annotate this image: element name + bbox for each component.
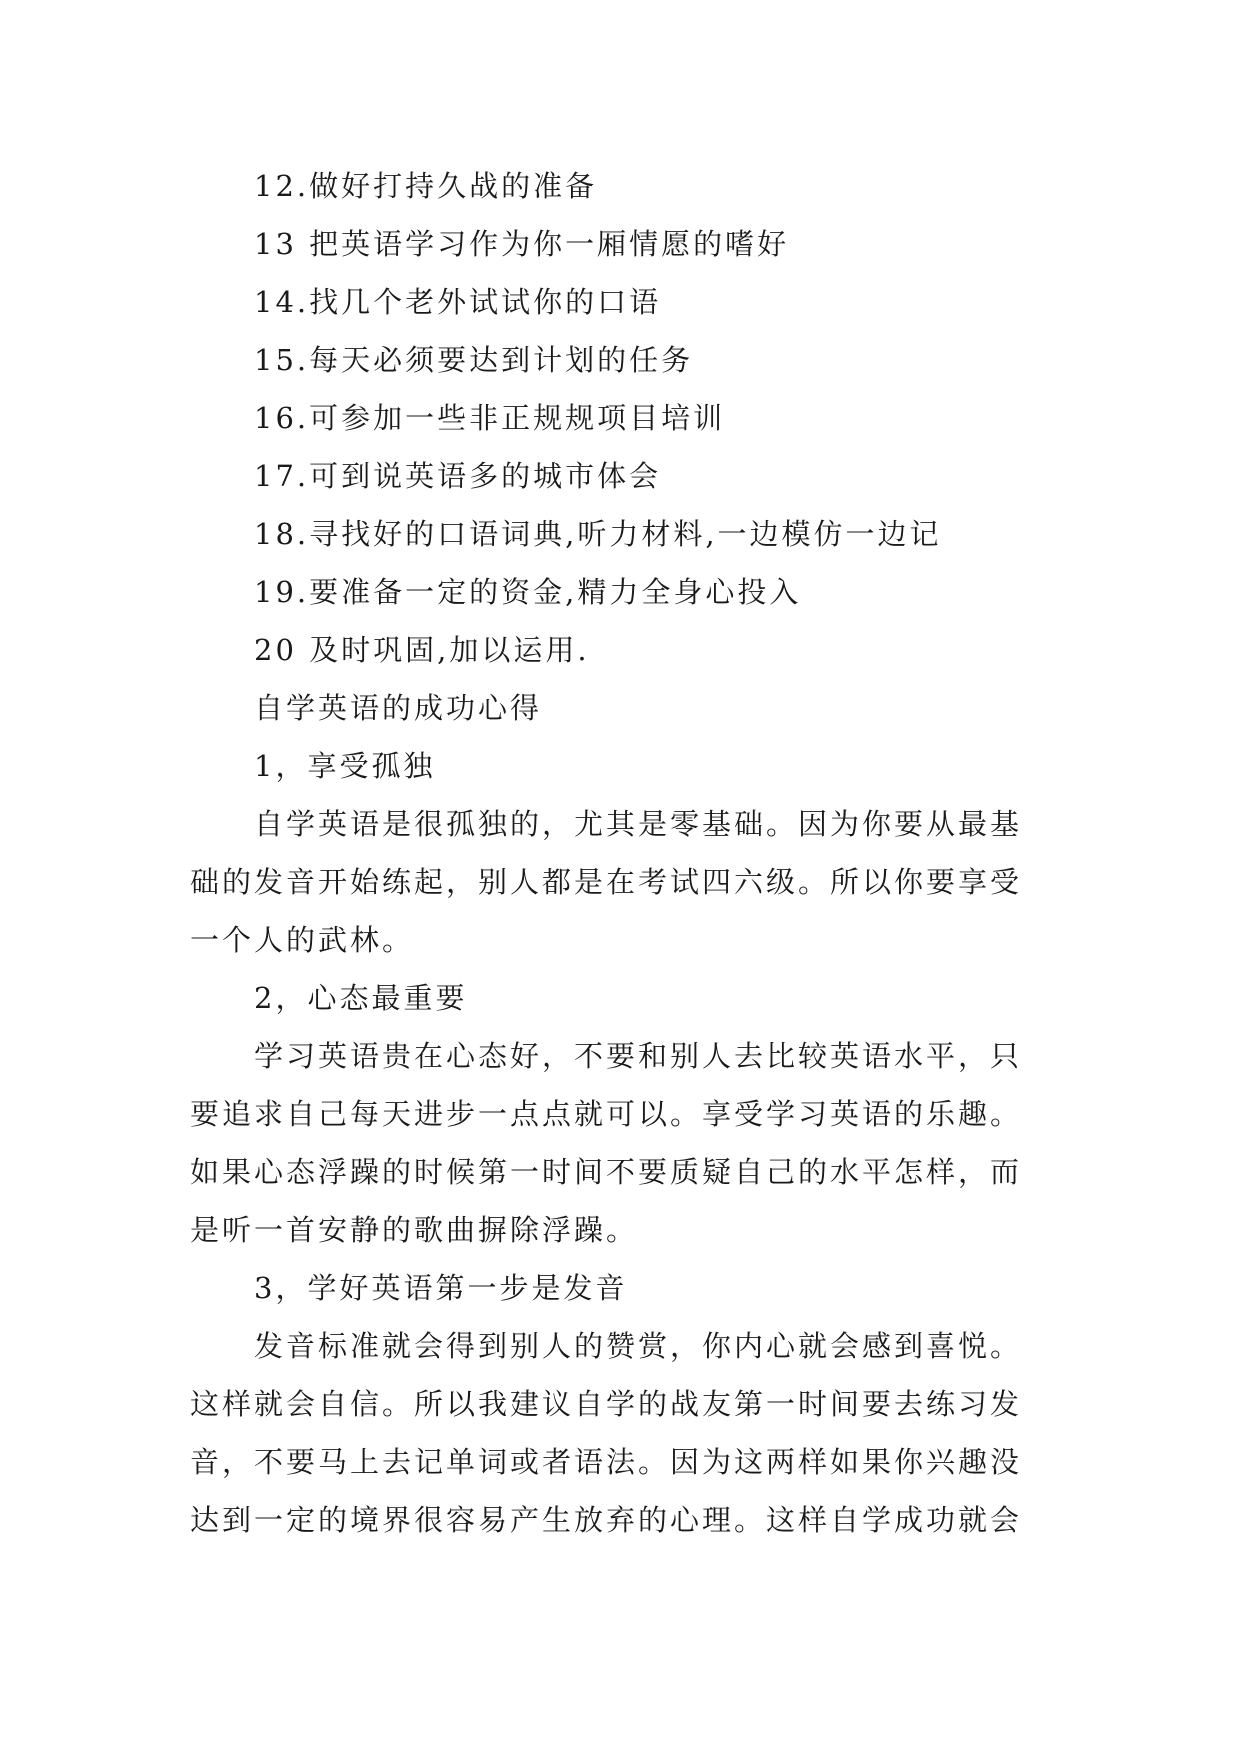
- list-item: 18.寻找好的口语词典,听力材料,一边模仿一边记: [254, 517, 942, 551]
- list-item: 20 及时巩固,加以运用.: [254, 633, 590, 667]
- list-item: 19.要准备一定的资金,精力全身心投入: [254, 575, 802, 609]
- list-item: 17.可到说英语多的城市体会: [254, 459, 662, 493]
- list-item: 16.可参加一些非正规规项目培训: [254, 401, 726, 435]
- paragraph-line: 一个人的武林。: [190, 923, 415, 957]
- paragraph-line: 如果心态浮躁的时候第一时间不要质疑自己的水平怎样，而: [190, 1155, 1023, 1189]
- tip-heading: 1，享受孤独: [254, 749, 436, 783]
- paragraph-line: 础的发音开始练起，别人都是在考试四六级。所以你要享受: [190, 865, 1023, 899]
- paragraph-line: 学习英语贵在心态好，不要和别人去比较英语水平，只: [254, 1039, 1023, 1073]
- list-item: 12.做好打持久战的准备: [254, 169, 598, 203]
- tip-heading: 2，心态最重要: [254, 981, 468, 1015]
- tip-heading: 3，学好英语第一步是发音: [254, 1271, 628, 1305]
- list-item: 14.找几个老外试试你的口语: [254, 285, 662, 319]
- list-item: 13 把英语学习作为你一厢情愿的嗜好: [254, 227, 790, 261]
- paragraph-line: 达到一定的境界很容易产生放弃的心理。这样自学成功就会: [190, 1503, 1023, 1537]
- paragraph-line: 是听一首安静的歌曲摒除浮躁。: [190, 1213, 639, 1247]
- paragraph-line: 音，不要马上去记单词或者语法。因为这两样如果你兴趣没: [190, 1445, 1023, 1479]
- list-item: 15.每天必须要达到计划的任务: [254, 343, 694, 377]
- paragraph-line: 这样就会自信。所以我建议自学的战友第一时间要去练习发: [190, 1387, 1023, 1421]
- paragraph-line: 发音标准就会得到别人的赞赏，你内心就会感到喜悦。: [254, 1329, 1023, 1363]
- section-title: 自学英语的成功心得: [254, 691, 543, 725]
- paragraph-line: 自学英语是很孤独的，尤其是零基础。因为你要从最基: [254, 807, 1023, 841]
- paragraph-line: 要追求自己每天进步一点点就可以。享受学习英语的乐趣。: [190, 1097, 1023, 1131]
- document-body: [190, 157, 1070, 1549]
